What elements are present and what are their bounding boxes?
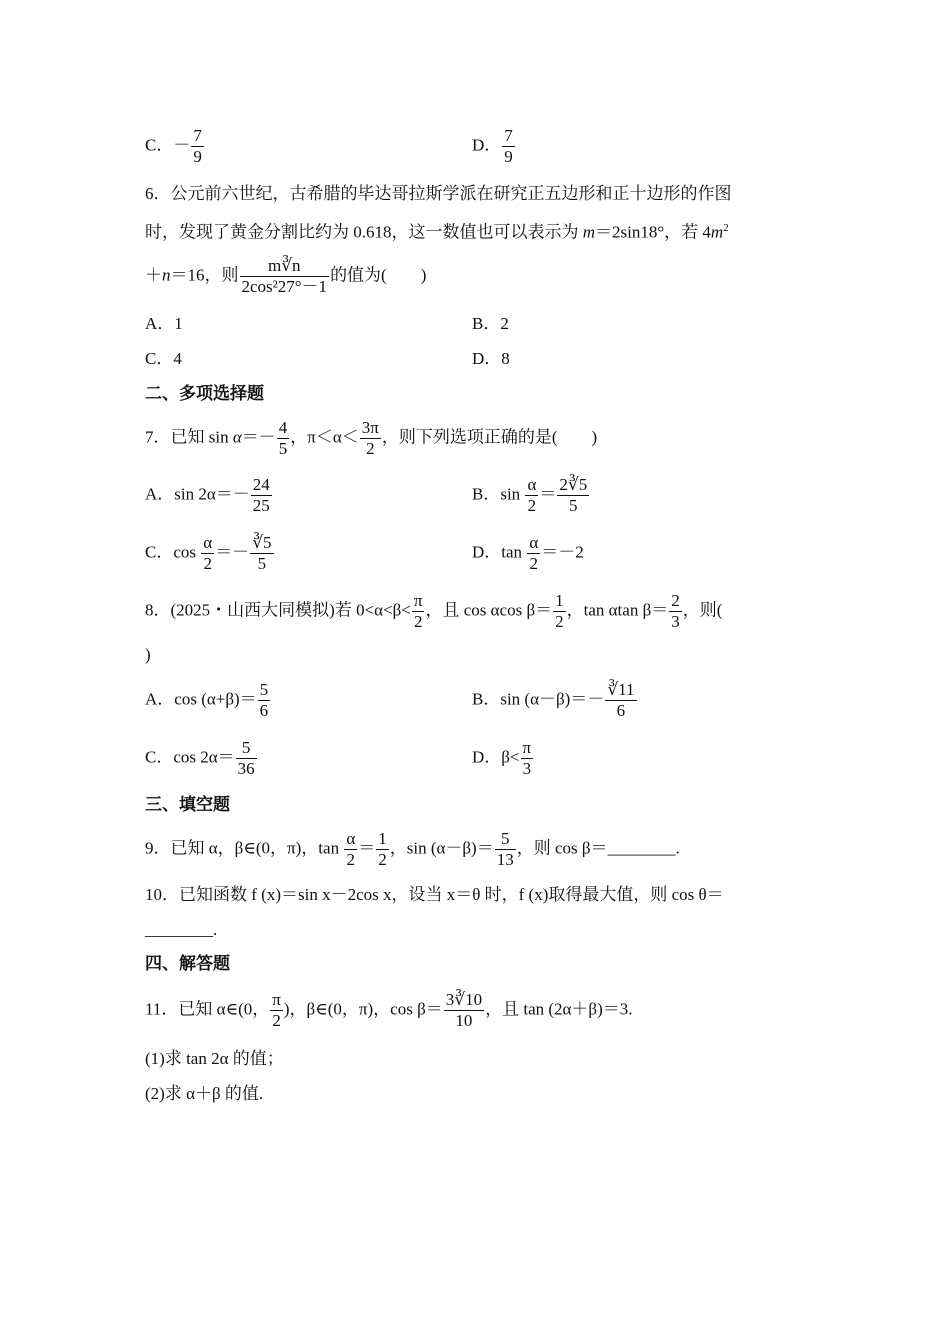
text: ＝－	[215, 542, 250, 562]
fraction-denominator: 2	[203, 554, 212, 573]
q7-option-a	[145, 475, 273, 516]
section-heading: 四、解答题	[145, 954, 230, 973]
fraction-denominator: 3	[522, 759, 532, 778]
fraction-denominator: 2cos²27°－1	[241, 277, 328, 296]
fraction-numerator: 5	[495, 829, 516, 850]
fraction-numerator: π	[272, 990, 281, 1009]
fraction-denominator: 3	[671, 612, 680, 631]
fraction	[669, 591, 682, 632]
q6-line-2	[145, 216, 729, 245]
option-text: β<	[501, 747, 520, 767]
variable: m	[710, 222, 724, 242]
option-label: A．	[145, 314, 175, 333]
option-label: D．	[472, 135, 502, 155]
option-label: C．	[145, 349, 174, 368]
option-text: cos 2α＝	[173, 747, 235, 767]
fraction	[251, 475, 272, 516]
q9-stem	[145, 829, 680, 870]
fraction-denominator: 10	[455, 1011, 473, 1030]
fraction	[557, 475, 589, 516]
option-label: D．	[472, 747, 502, 767]
text: ，sin (α－β)＝	[389, 838, 494, 858]
q7-stem	[145, 418, 597, 459]
fraction-denominator: 2	[366, 439, 375, 458]
fraction-numerator: 2∛5	[559, 475, 588, 494]
fraction-numerator: m∛n	[240, 256, 330, 277]
fraction	[527, 533, 540, 574]
option-text: cos (α+β)＝	[174, 689, 257, 709]
text: ，则 cos β＝________.	[516, 838, 680, 858]
fraction-numerator: 24	[252, 475, 270, 494]
text: ＝	[539, 484, 557, 504]
text: ，π＜α＜	[290, 427, 359, 447]
text: ，且 tan (2α＋β)＝3.	[485, 999, 633, 1019]
fraction-numerator: π	[413, 591, 423, 610]
fraction-numerator: 3∛10	[445, 990, 483, 1009]
q6-option-d	[472, 347, 510, 371]
fraction	[495, 829, 516, 870]
fraction-denominator: 25	[252, 496, 270, 515]
option-label: B．	[472, 689, 501, 709]
fraction-numerator: α	[346, 829, 356, 848]
q5-option-d	[472, 126, 516, 167]
text: 7．已知 sin	[145, 427, 233, 447]
fraction-numerator: 1	[555, 591, 564, 610]
fraction-numerator: 7	[504, 126, 513, 145]
option-label: A．	[145, 484, 175, 504]
option-text: 8	[501, 349, 510, 368]
option-label: B．	[472, 484, 501, 504]
fraction	[240, 256, 330, 297]
variable: m	[582, 222, 596, 242]
fraction-numerator: α	[527, 475, 537, 494]
text: ＝	[358, 838, 376, 858]
q8-option-b	[472, 680, 638, 721]
option-label: C．	[145, 135, 174, 155]
fraction-numerator: α	[529, 533, 539, 552]
q10-line-1: 10．已知函数 f (x)＝sin x－2cos x，设当 x＝θ 时，f (x)取得最大值，则 cos θ＝	[145, 885, 724, 904]
option-text: 1	[174, 314, 183, 333]
fraction	[258, 680, 271, 721]
fraction-denominator: 13	[496, 850, 514, 869]
text: 时，发现了黄金分割比约为 0.618，这一数值也可以表示为	[145, 222, 583, 242]
fraction	[521, 738, 534, 779]
fraction-denominator: 2	[529, 554, 539, 573]
fraction	[270, 990, 283, 1031]
q6-line-3	[145, 256, 426, 297]
text: ，且 cos αcos β＝	[425, 600, 553, 620]
q7-option-b	[472, 475, 590, 516]
option-label: D．	[472, 542, 502, 562]
section-heading: 二、多项选择题	[145, 384, 264, 403]
q7-option-c	[145, 533, 275, 574]
text: ＝－2	[541, 542, 584, 562]
minus-sign: －	[173, 135, 191, 155]
q8-option-d	[472, 738, 534, 779]
fraction-numerator: 4	[278, 418, 288, 437]
fraction	[201, 533, 214, 574]
fraction-numerator: 2	[671, 591, 680, 610]
fraction	[525, 475, 538, 516]
section-heading: 三、填空题	[145, 795, 230, 814]
option-label: A．	[145, 689, 175, 709]
q6-option-c	[145, 347, 182, 371]
q5-option-c	[145, 126, 205, 167]
fraction	[360, 418, 381, 459]
q6-line-1: 6．公元前六世纪，古希腊的毕达哥拉斯学派在研究正五边形和正十边形的作图	[145, 184, 732, 203]
option-text: 2	[500, 314, 509, 333]
text: ＝16，则	[170, 265, 239, 285]
text: 11．已知 α∈(0，	[145, 999, 270, 1019]
fraction-denominator: 5	[569, 496, 578, 515]
fraction-numerator: 5	[236, 738, 257, 759]
exponent: 2	[723, 222, 729, 234]
text: 的值为( )	[330, 265, 427, 285]
fraction	[344, 829, 357, 870]
fraction-denominator: 2	[527, 496, 537, 515]
q8-option-a	[145, 680, 271, 721]
fraction-denominator: 2	[272, 1011, 281, 1030]
q6-option-b	[472, 312, 509, 336]
variable: n	[162, 265, 171, 285]
variable: α	[232, 427, 242, 447]
fraction	[553, 591, 566, 632]
text: ＋	[145, 265, 162, 285]
fraction-denominator: 2	[413, 612, 423, 631]
fraction	[376, 829, 389, 870]
q8-stem	[145, 591, 722, 632]
text: ，tan αtan β＝	[566, 600, 669, 620]
text: ，则下列选项正确的是( )	[381, 427, 598, 447]
q10-line-2: ________.	[145, 920, 218, 939]
fraction-denominator: 36	[237, 759, 255, 778]
text: ＝－	[241, 427, 276, 447]
option-label: D．	[472, 349, 502, 368]
fraction-denominator: 9	[504, 147, 513, 166]
fraction	[605, 680, 636, 721]
fraction-denominator: 6	[259, 701, 269, 720]
q7-option-d	[472, 533, 584, 574]
fraction-denominator: 2	[378, 850, 387, 869]
fraction	[502, 126, 515, 167]
text: 8．(2025・山西大同模拟)若 0<α<β<	[145, 600, 411, 620]
q6-option-a	[145, 312, 183, 336]
fraction-denominator: 2	[555, 612, 564, 631]
fraction-denominator: 2	[346, 850, 356, 869]
fraction-numerator: ∛5	[252, 533, 272, 552]
q8-option-c	[145, 738, 258, 779]
fraction-numerator: α	[203, 533, 213, 552]
fraction-numerator: 7	[193, 126, 202, 145]
fraction	[250, 533, 273, 574]
fraction	[277, 418, 290, 459]
fraction-denominator: 6	[616, 701, 626, 720]
option-text: tan	[501, 542, 527, 562]
q11-part-1: (1)求 tan 2α 的值；	[145, 1049, 284, 1068]
fraction-denominator: 9	[193, 147, 202, 166]
text: 9．已知 α，β∈(0，π)，tan	[145, 838, 344, 858]
text: )，β∈(0，π)，cos β＝	[283, 999, 443, 1019]
fraction	[412, 591, 425, 632]
option-text: cos	[173, 542, 201, 562]
q11-part-2: (2)求 α＋β 的值.	[145, 1084, 264, 1103]
fraction-numerator: ∛11	[607, 680, 635, 699]
fraction	[191, 126, 204, 167]
q8-stem-end: )	[145, 645, 151, 664]
option-text: sin 2α＝－	[174, 484, 250, 504]
option-text: 4	[173, 349, 182, 368]
fraction-denominator: 5	[257, 554, 267, 573]
fraction-numerator: 3π	[361, 418, 379, 437]
fraction	[236, 738, 257, 779]
text: ＝2sin18°，若 4	[595, 222, 711, 242]
text: ，则(	[682, 600, 723, 620]
option-label: C．	[145, 747, 174, 767]
option-text: sin (α－β)＝－	[500, 689, 605, 709]
q11-stem	[145, 990, 633, 1031]
fraction-numerator: 5	[259, 680, 269, 699]
fraction-numerator: π	[522, 738, 532, 757]
option-text: sin	[500, 484, 525, 504]
option-label: C．	[145, 542, 174, 562]
fraction	[444, 990, 484, 1031]
option-label: B．	[472, 314, 501, 333]
fraction-numerator: 1	[378, 829, 387, 848]
fraction-denominator: 5	[278, 439, 288, 458]
